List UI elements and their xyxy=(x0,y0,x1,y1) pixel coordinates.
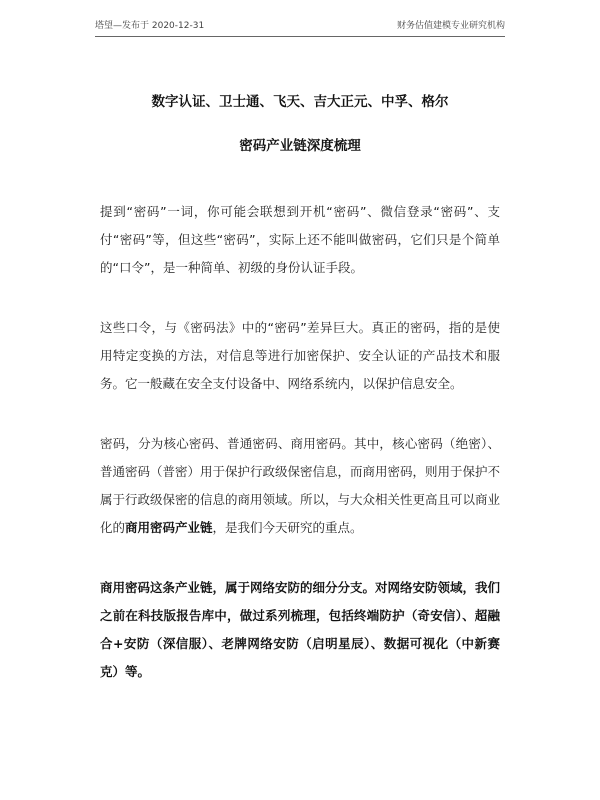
title-line-1: 数字认证、卫士通、飞天、吉大正元、中孚、格尔 xyxy=(151,94,449,110)
page-header xyxy=(95,14,505,37)
header-organization: 财务估值建模专业研究机构 xyxy=(396,21,505,31)
article-body xyxy=(100,198,500,718)
paragraph-3 xyxy=(100,430,500,542)
paragraph-3-text-a: 密码，分为核心密码、普通密码、商用密码。其中，核心密码（绝密）、普通密码（普密）用于保护行政级保密信息，而商用密码，则用于保护不属于行政级保密的信息的商用领域。所以，与大众相关性更高且可以商业化的 xyxy=(100,436,501,535)
paragraph-1: 提到“密码”一词，你可能会联想到开机“密码”、微信登录“密码”、支付“密码”等，但这些“密码”，实际上还不能叫做密码，它们只是个简单的“口令”，是一种简单、初级的身份认证手段。 xyxy=(100,204,500,275)
article-title xyxy=(95,92,505,156)
paragraph-3-text-b: ，是我们今天研究的重点。 xyxy=(212,520,363,535)
paragraph-2: 这些口令，与《密码法》中的“密码”差异巨大。真正的密码，指的是使用特定变换的方法，对信息等进行加密保护、安全认证的产品技术和服务。它一般藏在安全支付设备中、网络系统内，以保护信息安全。 xyxy=(100,320,500,391)
header-publisher-date: 塔望—发布于 2020-12-31 xyxy=(95,21,205,31)
paragraph-4: 商用密码这条产业链，属于网络安防的细分分支。对网络安防领域，我们之前在科技版报告库中，做过系列梳理，包括终端防护（奇安信）、超融合+安防（深信服）、老牌网络安防（启明星辰）、数据可视化（中新赛克）等。 xyxy=(100,580,501,679)
paragraph-3-highlight: 商用密码产业链 xyxy=(125,520,213,535)
title-line-2: 密码产业链深度梳理 xyxy=(239,138,361,154)
